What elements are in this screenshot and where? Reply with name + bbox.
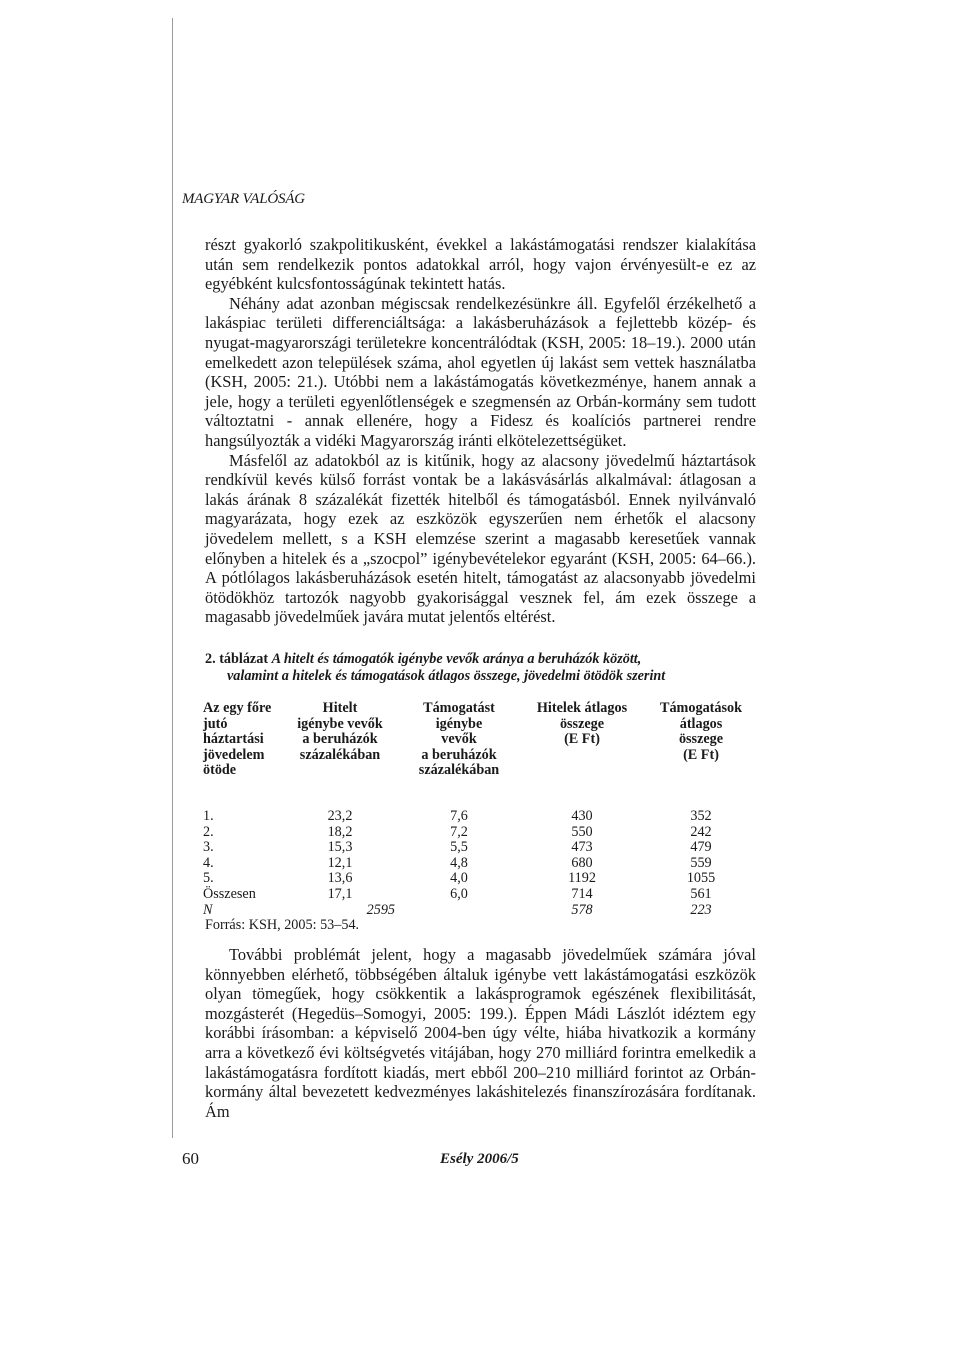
margin-rule bbox=[172, 18, 173, 1138]
table-row: 5. 13,6 4,0 1192 1055 bbox=[203, 870, 716, 887]
table-row: 3. 15,3 5,5 473 479 bbox=[203, 839, 712, 856]
table-number: 2. táblázat bbox=[205, 651, 269, 667]
body-text-top bbox=[205, 235, 756, 627]
table-row: 2. 18,2 7,2 550 242 bbox=[203, 823, 712, 840]
table-row: 1. 23,2 7,6 430 352 bbox=[203, 807, 712, 824]
table-row-total: Összesen 17,1 6,0 714 561 bbox=[203, 885, 712, 902]
column-header-loan-amount: Hitelek átlagos összege (E Ft) bbox=[536, 700, 628, 748]
body-text-bottom bbox=[205, 945, 756, 1121]
paragraph: részt gyakorló szakpolitikusként, évekkel a lakástámogatási rendszer kialakítása után sem rendelkezik pontos adatokkal arról, hogy vajon érvényesült-e ez az egyébként kulcsfontosságúnak tekintett hatás. bbox=[205, 235, 756, 294]
paragraph: Néhány adat azonban mégiscsak rendelkezésünkre áll. Egyfelől érzékelhető a lakáspiac területi differenciáltsága: a lakásberuházások a fejlettebb közép- és nyugat-magyarországi területekre koncentrálódtak (KSH, 2005: 18–19.). 2000 után emelkedett azon települések száma, ahol egyetlen új lakást sem vettek használatba (KSH, 2005: 21.). Utóbbi nem a lakástámogatás következménye, hanem annak a jele, hogy a területi egyenlőtlenségek e szegmensén az Orbán-kormány sem tudott változtatni - annak ellenére, hogy a Fidesz és koalíciós partnerei rendre hangsúlyozták a vidéki Magyarország iránti elkötelezettségüket. bbox=[205, 293, 756, 450]
page-number: 60 bbox=[182, 1149, 199, 1168]
data-table bbox=[203, 701, 761, 918]
table-title-line1: A hitelt és támogatók igénybe vevők aránya a beruházók között, bbox=[271, 651, 642, 667]
table-title-line2: valamint a hitelek és támogatások átlagos összege, jövedelmi ötödök szerint bbox=[227, 668, 666, 684]
table-source: Forrás: KSH, 2005: 53–54. bbox=[205, 917, 360, 933]
column-header-subsidy-amount: Támogatások átlagos összege (E Ft) bbox=[660, 700, 742, 763]
column-header-subsidy-share: Támogatást igénybe vevők a beruházók százalékában bbox=[418, 700, 500, 779]
table-row: 4. 12,1 4,8 680 559 bbox=[203, 854, 712, 871]
column-header-income-quintile: Az egy főre jutó háztartási jövedelem ötöde bbox=[203, 700, 272, 779]
paragraph: További problémát jelent, hogy a magasabb jövedelműek számára jóval könnyebben elérhető, többségében általuk igénybe vett lakástámogatási eszközök olyan tömegűek, hogy csökkentik a lakásprogramok egészének flexibilitását, mozgásterét (Hegedüs–Somogyi, 2005: 199.). Éppen Mádi Lászlót idéztem egy korábbi írásomban: a képviselő 2004-ben úgy vélte, hiába hivatkozik a kormány arra a következő évi költségvetés vitájában, hogy 270 milliárd forintra emelkedik a lakástámogatásra fordított kiadás, mert ebből 200–210 milliárd forintot az Orbán-kormány által bevezetett kedvezményes lakáshitelezés finanszírozására fordítanak. Ám bbox=[205, 945, 756, 1121]
paragraph: Másfelől az adatokból az is kitűnik, hogy az alacsony jövedelmű háztartások rendkívül kevés külső forrást vontak be a lakásvásárlás alkalmával: átlagosan a lakás árának 8 százalékát fizették hitelből és támogatásból. Ennek nyilvánvaló magyarázata, hogy ezek az eszközök egyszerűen nem érhetők el alacsony jövedelem mellett, s a KSH elemzése szerint a magasabb keresetűek vannak előnyben a hitelek és a „szocpol” igénybevételekor egyaránt (KSH, 2005: 64–66.). A pótlólagos lakásberuházások esetén hitelt, támogatást az alacsonyabb jövedelmi ötödökhöz tartozók nagyobb gyakorisággal vesznek fel, ám ezek összege a magasabb jövedelműek javára mutat jelentős eltérést. bbox=[205, 450, 756, 627]
table-caption bbox=[205, 651, 756, 685]
column-header-loan-share: Hitelt igénybe vevők a beruházók százalékában bbox=[297, 700, 383, 763]
journal-name: Esély 2006/5 bbox=[440, 1151, 519, 1167]
table-row-n: N 2595 578 223 bbox=[203, 901, 712, 918]
running-head: MAGYAR VALÓSÁG bbox=[182, 191, 305, 207]
table-header-row bbox=[203, 701, 761, 779]
